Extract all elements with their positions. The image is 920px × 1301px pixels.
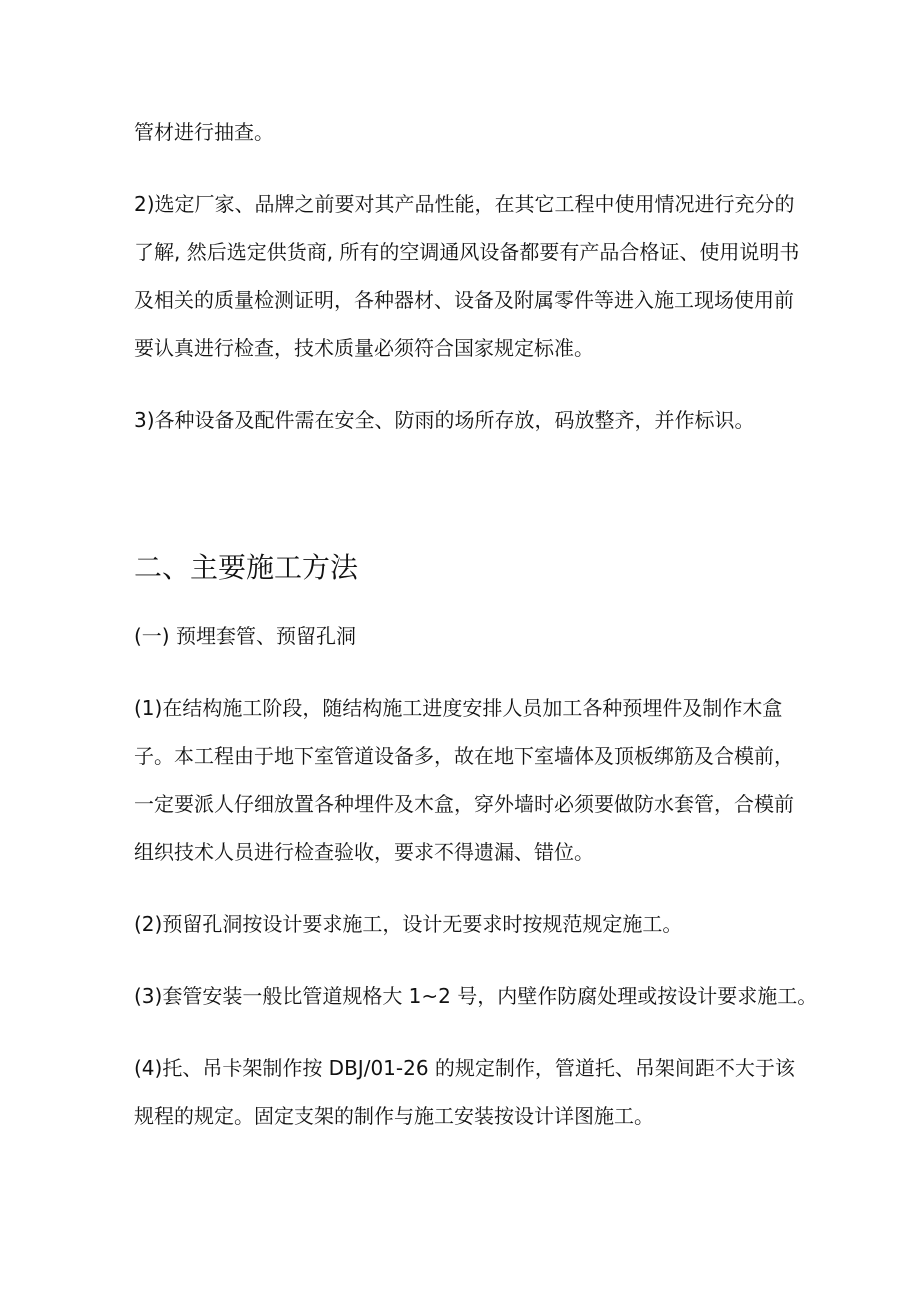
paragraph-line: (2)预留孔洞按设计要求施工，设计无要求时按规范规定施工。	[134, 912, 683, 936]
paragraph-line: (1)在结构施工阶段，随结构施工进度安排人员加工各种预埋件及制作木盒	[134, 696, 783, 720]
paragraph-line: 管材进行抽查。	[134, 120, 274, 144]
paragraph-line: 2)选定厂家、品牌之前要对其产品性能，在其它工程中使用情况进行充分的	[134, 192, 795, 216]
paragraph-line: (4)托、吊卡架制作按 DBJ/01-26 的规定制作，管道托、吊架间距不大于该	[134, 1056, 795, 1080]
paragraph-line: 及相关的质量检测证明，各种器材、设备及附属零件等进入施工现场使用前	[134, 288, 794, 312]
paragraph-line: 规程的规定。固定支架的制作与施工安装按设计详图施工。	[134, 1104, 654, 1128]
paragraph-line: 一定要派人仔细放置各种埋件及木盒，穿外墙时必须要做防水套管，合模前	[134, 792, 794, 816]
paragraph-line: 了解, 然后选定供货商, 所有的空调通风设备都要有产品合格证、使用说明书	[134, 240, 800, 264]
paragraph-line: 要认真进行检查，技术质量必须符合国家规定标准。	[134, 336, 594, 360]
paragraph-line: (3)套管安装一般比管道规格大 1~2 号，内壁作防腐处理或按设计要求施工。	[134, 984, 818, 1008]
paragraph-line: 3)各种设备及配件需在安全、防雨的场所存放，码放整齐，并作标识。	[134, 408, 755, 432]
subheading: (一) 预埋套管、预留孔洞	[134, 624, 356, 648]
paragraph-line: 子。本工程由于地下室管道设备多，故在地下室墙体及顶板绑筋及合模前，	[134, 744, 794, 768]
section-heading: 二、主要施工方法	[134, 551, 359, 584]
paragraph-line: 组织技术人员进行检查验收，要求不得遗漏、错位。	[134, 840, 594, 864]
